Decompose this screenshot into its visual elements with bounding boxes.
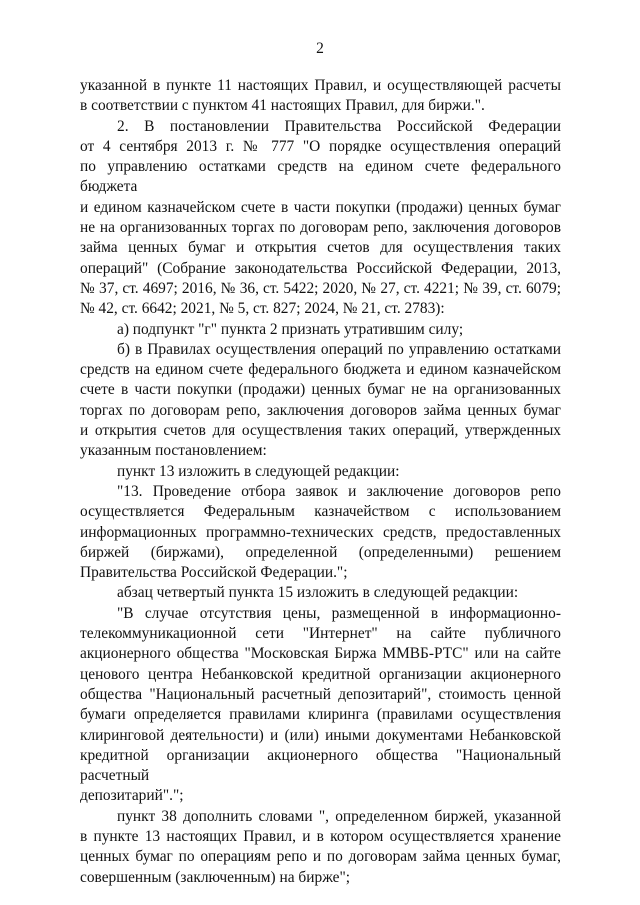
text-line: и едином казначейском счете в части покупки (продажи) ценных бумаг <box>80 198 561 216</box>
text-line: в соответствии с пунктом 41 настоящих Правил, для биржи.". <box>80 97 485 115</box>
text-line: абзац четвертый пункта 15 изложить в следующей редакции: <box>117 584 519 602</box>
text-line: № 37, ст. 4697; 2016, № 36, ст. 5422; 2020, № 27, ст. 4221; № 39, ст. 6079; <box>80 279 561 297</box>
text-line: пункт 13 изложить в следующей редакции: <box>117 462 400 480</box>
text-line: кредитной организации акционерного общества "Национальный расчетный <box>80 746 561 785</box>
text-line: не на организованных торгах по договорам репо, заключения договоров <box>80 219 561 237</box>
text-line: Правительства Российской Федерации."; <box>80 564 348 582</box>
text-line: в пункте 13 настоящих Правил, и в котором осуществляется хранение <box>80 827 561 845</box>
text-line: 2. В постановлении Правительства Российской Федерации <box>117 117 561 135</box>
text-line: депозитарий"."; <box>80 787 184 805</box>
text-line: № 42, ст. 6642; 2021, № 5, ст. 827; 2024, № 21, ст. 2783): <box>80 300 445 318</box>
text-line: акционерного общества "Московская Биржа ММВБ-РТС" или на сайте <box>80 645 561 663</box>
text-line: от 4 сентября 2013 г. № 777 "О порядке осуществления операций <box>80 137 561 155</box>
text-line: указанной в пункте 11 настоящих Правил, и осуществляющей расчеты <box>80 77 561 94</box>
document-body <box>80 76 561 888</box>
text-line: операций" (Собрание законодательства Российской Федерации, 2013, <box>80 259 561 277</box>
text-line: по управлению остатками средств на едином счете федерального бюджета <box>80 158 561 196</box>
text-line: пункт 38 дополнить словами ", определенном биржей, указанной <box>117 807 561 825</box>
text-line: займа ценных бумаг и открытия счетов для осуществления таких <box>80 239 561 257</box>
text-line: торгах по договорам репо, заключения договоров займа ценных бумаг <box>80 401 561 419</box>
text-line: информационных программно-технических средств, предоставленных <box>80 523 561 541</box>
text-line: средств на едином счете федерального бюджета и едином казначейском <box>80 361 561 379</box>
text-line: а) подпункт "г" пункта 2 признать утратившим силу; <box>117 320 464 338</box>
text-line: указанным постановлением: <box>80 442 267 460</box>
text-line: биржей (биржами), определенной (определенными) решением <box>80 543 561 561</box>
text-line: ценных бумаг по операциям репо и по договорам займа ценных бумаг, <box>80 848 561 866</box>
text-line: общества "Национальный расчетный депозитарий", стоимость ценной <box>80 685 561 703</box>
text-line: совершенным (заключенным) на бирже"; <box>80 868 351 886</box>
text-line: "13. Проведение отбора заявок и заключение договоров репо <box>117 482 561 500</box>
text-line: телекоммуникационной сети "Интернет" на сайте публичного <box>80 625 561 643</box>
text-line: "В случае отсутствия цены, размещенной в информационно- <box>117 604 561 622</box>
text-line: счете в части покупки (продажи) ценных бумаг не на организованных <box>80 381 561 399</box>
text-line: ценового центра Небанковской кредитной организации акционерного <box>80 665 561 683</box>
text-line: клиринговой деятельности) и (или) иными документами Небанковской <box>80 726 561 744</box>
text-line: бумаги определяется правилами клиринга (правилами осуществления <box>80 706 561 724</box>
text-line: осуществляется Федеральным казначейством с использованием <box>80 503 561 521</box>
text-line: и открытия счетов для осуществления таких операций, утвержденных <box>80 422 561 440</box>
page-number: 2 <box>316 40 324 57</box>
text-line: б) в Правилах осуществления операций по управлению остатками <box>117 340 561 358</box>
